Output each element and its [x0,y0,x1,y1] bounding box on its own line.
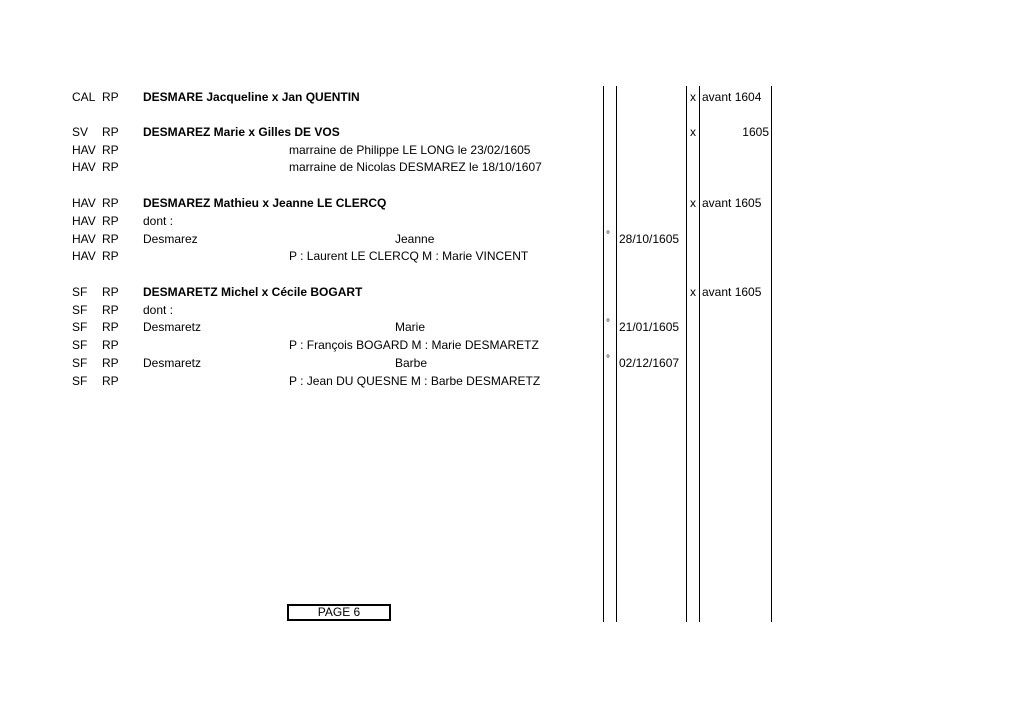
couple-title: DESMARETZ Michel x Cécile BOGART [143,285,363,299]
marriage-period: avant 1605 [702,196,762,210]
marriage-mark: x [690,196,696,210]
place-code: HAV [72,232,96,246]
source-code: RP [102,303,119,317]
couple-title: DESMAREZ Marie x Gilles DE VOS [143,125,340,139]
first-name: Marie [395,320,426,334]
page-number-box [287,604,391,621]
couple-title: DESMAREZ Mathieu x Jeanne LE CLERCQ [143,196,387,210]
marriage-mark: x [690,125,696,139]
place-code: CAL [72,90,96,104]
page-number-label: PAGE 6 [317,605,361,619]
place-code: SF [72,374,88,388]
record-row [0,247,1024,265]
place-code: HAV [72,143,96,157]
source-code: RP [102,143,119,157]
children-label: dont : [143,214,174,228]
record-note: marraine de Philippe LE LONG le 23/02/1605 [289,143,531,157]
first-name: Jeanne [395,232,435,246]
place-code: HAV [72,249,96,263]
record-row [0,88,1024,106]
marriage-period: avant 1605 [702,285,762,299]
source-code: RP [102,196,119,210]
record-row [0,372,1024,390]
children-label: dont : [143,303,174,317]
surname: Desmaretz [143,320,202,334]
place-code: HAV [72,196,96,210]
birth-date: 02/12/1607 [619,356,680,370]
source-code: RP [102,320,119,334]
record-note: marraine de Nicolas DESMAREZ le 18/10/1607 [289,160,542,174]
marriage-mark: x [690,90,696,104]
source-code: RP [102,356,119,370]
source-code: RP [102,338,119,352]
godparents-note: P : François BOGARD M : Marie DESMARETZ [289,338,539,352]
godparents-note: P : Laurent LE CLERCQ M : Marie VINCENT [289,249,529,263]
record-row [0,283,1024,301]
source-code: RP [102,160,119,174]
record-row [0,141,1024,159]
record-row [0,194,1024,212]
source-code: RP [102,214,119,228]
surname: Desmaretz [143,356,202,370]
birth-date: 21/01/1605 [619,320,680,334]
birth-mark: ° [606,318,610,329]
source-code: RP [102,232,119,246]
source-code: RP [102,249,119,263]
couple-title: DESMARE Jacqueline x Jan QUENTIN [143,90,360,104]
place-code: SF [72,285,88,299]
source-code: RP [102,125,119,139]
source-code: RP [102,90,119,104]
place-code: SF [72,356,88,370]
record-row [0,212,1024,230]
record-row [0,158,1024,176]
surname: Desmarez [143,232,198,246]
marriage-period: 1605 [742,125,769,139]
source-code: RP [102,285,119,299]
marriage-period: avant 1604 [702,90,762,104]
record-row [0,336,1024,354]
birth-date: 28/10/1605 [619,232,680,246]
birth-mark: ° [606,354,610,365]
place-code: SF [72,320,88,334]
birth-mark: ° [606,230,610,241]
place-code: HAV [72,160,96,174]
place-code: SV [72,125,89,139]
record-row [0,301,1024,319]
place-code: SF [72,303,88,317]
record-row [0,318,1024,336]
source-code: RP [102,374,119,388]
godparents-note: P : Jean DU QUESNE M : Barbe DESMARETZ [289,374,541,388]
first-name: Barbe [395,356,428,370]
record-row [0,123,1024,141]
place-code: SF [72,338,88,352]
record-row [0,354,1024,372]
place-code: HAV [72,214,96,228]
record-row [0,230,1024,248]
marriage-mark: x [690,285,696,299]
